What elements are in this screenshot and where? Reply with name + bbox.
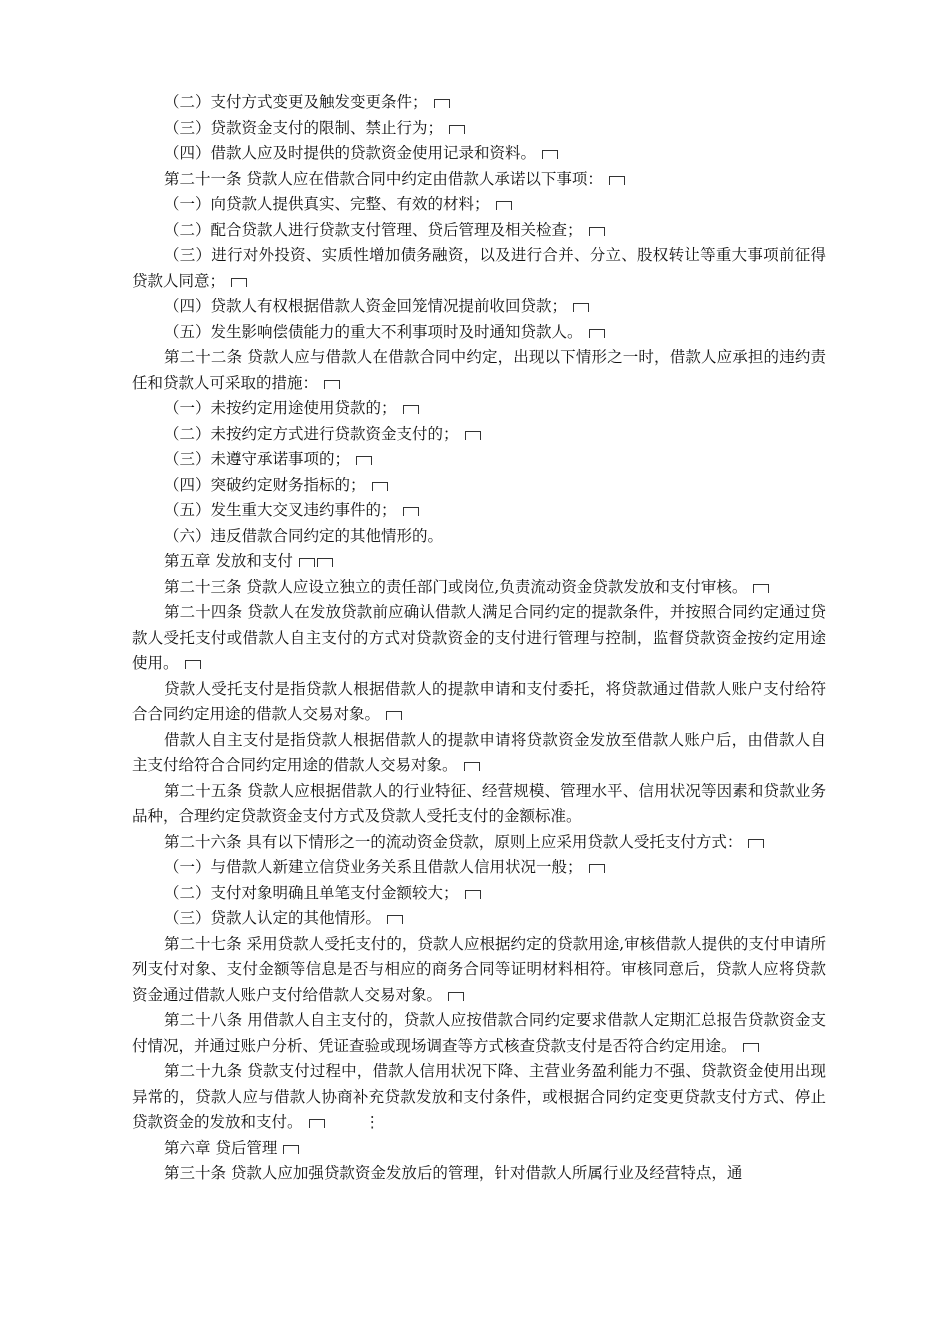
paragraph-text: （三）进行对外投资、实质性增加债务融资，以及进行合并、分立、股权转让等重大事项前征得贷款人同意；: [132, 246, 826, 290]
paragraph: [132, 422, 826, 448]
paragraph-mark-icon: [465, 431, 481, 440]
paragraph-mark-icon: [573, 303, 589, 312]
paragraph: [132, 881, 826, 907]
paragraph-mark-icon: [542, 150, 558, 159]
paragraph-text: 第二十八条 用借款人自主支付的，贷款人应按借款合同约定要求借款人定期汇总报告贷款资金支付情况，并通过账户分析、凭证查验或现场调查等方式核查贷款支付是否符合约定用途。: [132, 1011, 826, 1055]
paragraph-mark-icon: [464, 762, 480, 771]
paragraph: [132, 473, 826, 499]
paragraph: [132, 1008, 826, 1059]
paragraph: [132, 90, 826, 116]
paragraph-text: （四）贷款人有权根据借款人资金回笼情况提前收回贷款；: [164, 297, 568, 315]
paragraph-text: （一）与借款人新建立信贷业务关系且借款人信用状况一般；: [164, 858, 583, 876]
paragraph: [132, 779, 826, 830]
paragraph-mark-icon: [609, 176, 625, 185]
paragraph-mark-icon: [387, 915, 403, 924]
paragraph: [132, 116, 826, 142]
paragraph: [132, 677, 826, 728]
paragraph-text: （二）支付对象明确且单笔支付金额较大；: [164, 883, 459, 902]
paragraph-mark-icon: [465, 890, 481, 899]
paragraph: [132, 728, 826, 779]
paragraph-mark-icon: [324, 380, 340, 389]
paragraph-text: （三）贷款人认定的其他情形。: [164, 909, 382, 927]
paragraph-text: （二）未按约定方式进行贷款资金支付的；: [164, 424, 459, 443]
paragraph-text: （三）未遵守承诺事项的；: [164, 450, 351, 468]
paragraph-text: 第二十一条 贷款人应在借款合同中约定由借款人承诺以下事项：: [164, 169, 603, 188]
document-page: [132, 90, 826, 1187]
paragraph-mark-icon: [283, 1145, 299, 1154]
paragraph-mark-icon: [434, 99, 450, 108]
paragraph: [132, 243, 826, 294]
paragraph: [132, 498, 826, 524]
paragraph: [132, 549, 826, 575]
paragraph-text: （六）违反借款合同约定的其他情形的。: [164, 526, 444, 545]
paragraph-mark-icon: [449, 125, 465, 134]
paragraph: [132, 345, 826, 396]
vertical-dots-icon: ⋮: [364, 1113, 381, 1131]
paragraph-text: 第二十七条 采用贷款人受托支付的，贷款人应根据约定的贷款用途,审核借款人提供的支付申请所列支付对象、支付金额等信息是否与相应的商务合同等证明材料相符。审核同意后，贷款人应将贷款资金通过借款人账户支付给借款人交易对象。: [132, 934, 826, 1004]
paragraph-mark-icon: [743, 1043, 759, 1052]
paragraph-mark-icon: [185, 660, 201, 669]
paragraph: [132, 396, 826, 422]
paragraph: [132, 141, 826, 167]
paragraph: [132, 294, 826, 320]
paragraph-mark-icon: [356, 456, 372, 465]
paragraph: [132, 524, 826, 550]
paragraph-mark-icon: [403, 507, 419, 516]
paragraph-text: 第六章 贷后管理: [164, 1138, 278, 1157]
paragraph-mark-icon: [753, 584, 769, 593]
paragraph: [132, 1059, 826, 1136]
paragraph: [132, 600, 826, 677]
paragraph-mark-icon: [309, 1119, 325, 1128]
paragraph-text: 第二十九条 贷款支付过程中，借款人信用状况下降、主营业务盈利能力不强、贷款资金使用出现异常的，贷款人应与借款人协商补充贷款发放和支付条件，或根据合同约定变更贷款支付方式、停止贷款资金的发放和支付。: [132, 1062, 826, 1131]
paragraph: [132, 855, 826, 881]
paragraph: [132, 320, 826, 346]
paragraph-mark-icon: [448, 992, 464, 1001]
paragraph-text: 第二十四条 贷款人在发放贷款前应确认借款人满足合同约定的提款条件，并按照合同约定通过贷款人受托支付或借款人自主支付的方式对贷款资金的支付进行管理与控制，监督贷款资金按约定用途使用。: [132, 603, 826, 672]
paragraph-text: （二）配合贷款人进行贷款支付管理、贷后管理及相关检查；: [164, 220, 583, 239]
paragraph-mark-icon: [299, 558, 333, 567]
paragraph-text: （一）未按约定用途使用贷款的；: [164, 399, 397, 417]
paragraph-text: 借款人自主支付是指贷款人根据借款人的提款申请将贷款资金发放至借款人账户后，由借款人自主支付给符合合同约定用途的借款人交易对象。: [132, 730, 826, 774]
paragraph: [132, 1136, 826, 1162]
paragraph: [132, 167, 826, 193]
paragraph-mark-icon: [231, 278, 247, 287]
paragraph-text: 第二十二条 贷款人应与借款人在借款合同中约定，出现以下情形之一时，借款人应承担的违约责任和贷款人可采取的措施：: [132, 348, 826, 392]
paragraph-mark-icon: [748, 839, 764, 848]
paragraph-text: （三）贷款资金支付的限制、禁止行为；: [164, 118, 444, 137]
paragraph: [132, 447, 826, 473]
paragraph-text: （四）突破约定财务指标的；: [164, 475, 366, 494]
paragraph: [132, 192, 826, 218]
paragraph: [132, 906, 826, 932]
paragraph-mark-icon: [589, 864, 605, 873]
paragraph-text: 贷款人受托支付是指贷款人根据借款人的提款申请和支付委托，将贷款通过借款人账户支付给符合合同约定用途的借款人交易对象。: [132, 679, 826, 723]
paragraph: [132, 830, 826, 856]
paragraph-text: 第二十六条 具有以下情形之一的流动资金贷款，原则上应采用贷款人受托支付方式：: [164, 832, 743, 851]
paragraph-mark-icon: [386, 711, 402, 720]
paragraph-text: （四）借款人应及时提供的贷款资金使用记录和资料。: [164, 144, 537, 162]
paragraph: [132, 1161, 826, 1187]
paragraph-mark-icon: [496, 201, 512, 210]
paragraph-text: （一）向贷款人提供真实、完整、有效的材料；: [164, 195, 490, 213]
paragraph-mark-icon: [403, 405, 419, 414]
paragraph-mark-icon: [589, 227, 605, 236]
paragraph-text: 第二十五条 贷款人应根据借款人的行业特征、经营规模、管理水平、信用状况等因素和贷款业务品种，合理约定贷款资金支付方式及贷款人受托支付的金额标准。: [132, 781, 826, 825]
paragraph-text: 第二十三条 贷款人应设立独立的责任部门或岗位,负责流动资金贷款发放和支付审核。: [164, 577, 748, 596]
paragraph: [132, 218, 826, 244]
paragraph-text: （五）发生影响偿债能力的重大不利事项时及时通知贷款人。: [164, 322, 583, 341]
paragraph-mark-icon: [589, 329, 605, 338]
paragraph-text: （二）支付方式变更及触发变更条件；: [164, 93, 428, 111]
paragraph-text: 第五章 发放和支付: [164, 552, 293, 570]
paragraph-mark-icon: [372, 482, 388, 491]
paragraph: [132, 932, 826, 1009]
paragraph-text: 第三十条 贷款人应加强贷款资金发放后的管理，针对借款人所属行业及经营特点，通: [164, 1164, 743, 1182]
paragraph: [132, 575, 826, 601]
paragraph-text: （五）发生重大交叉违约事件的；: [164, 501, 397, 519]
